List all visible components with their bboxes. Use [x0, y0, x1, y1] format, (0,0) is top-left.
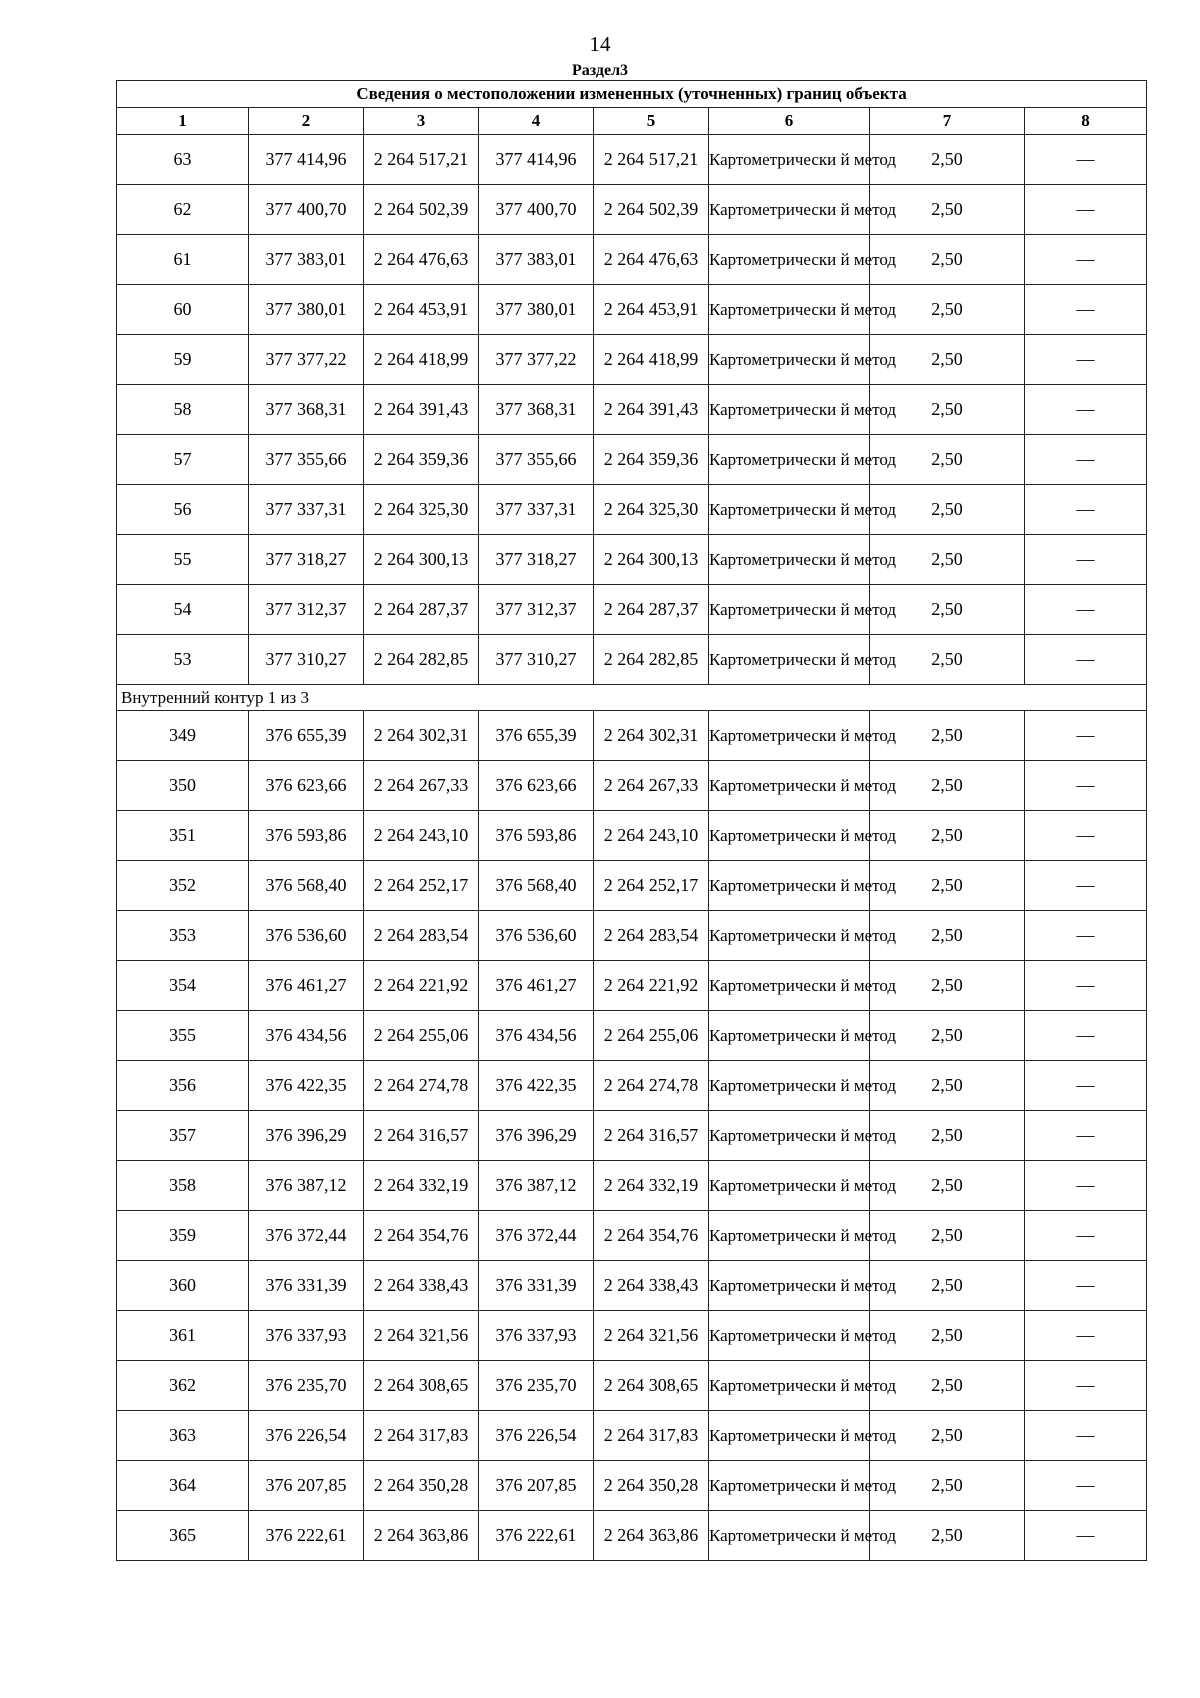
y-new-cell: 2 264 317,83	[594, 1411, 709, 1461]
outer-contour-rows	[117, 135, 1147, 685]
y-new-cell: 2 264 252,17	[594, 861, 709, 911]
method-cell: Картометрически й метод	[709, 135, 870, 185]
x-old-cell: 377 337,31	[249, 485, 364, 535]
x-new-cell: 376 655,39	[479, 711, 594, 761]
table-row	[117, 1511, 1147, 1561]
accuracy-cell: 2,50	[870, 1011, 1025, 1061]
accuracy-cell: 2,50	[870, 1361, 1025, 1411]
y-old-cell: 2 264 255,06	[364, 1011, 479, 1061]
method-cell: Картометрически й метод	[709, 535, 870, 585]
note-cell: —	[1025, 711, 1147, 761]
table-row	[117, 1211, 1147, 1261]
method-cell: Картометрически й метод	[709, 761, 870, 811]
method-cell: Картометрически й метод	[709, 585, 870, 635]
point-number-cell: 355	[117, 1011, 249, 1061]
y-old-cell: 2 264 363,86	[364, 1511, 479, 1561]
note-cell: —	[1025, 1411, 1147, 1461]
note-cell: —	[1025, 1011, 1147, 1061]
accuracy-cell: 2,50	[870, 485, 1025, 535]
method-cell: Картометрически й метод	[709, 285, 870, 335]
note-cell: —	[1025, 285, 1147, 335]
x-old-cell: 376 593,86	[249, 811, 364, 861]
x-old-cell: 376 422,35	[249, 1061, 364, 1111]
y-old-cell: 2 264 282,85	[364, 635, 479, 685]
table-row	[117, 1161, 1147, 1211]
point-number-cell: 362	[117, 1361, 249, 1411]
x-new-cell: 377 400,70	[479, 185, 594, 235]
y-old-cell: 2 264 391,43	[364, 385, 479, 435]
y-old-cell: 2 264 267,33	[364, 761, 479, 811]
table-row	[117, 911, 1147, 961]
method-cell: Картометрически й метод	[709, 911, 870, 961]
accuracy-cell: 2,50	[870, 1061, 1025, 1111]
method-cell: Картометрически й метод	[709, 961, 870, 1011]
note-cell: —	[1025, 235, 1147, 285]
accuracy-cell: 2,50	[870, 185, 1025, 235]
note-cell: —	[1025, 1311, 1147, 1361]
x-old-cell: 377 312,37	[249, 585, 364, 635]
x-new-cell: 377 368,31	[479, 385, 594, 435]
y-old-cell: 2 264 354,76	[364, 1211, 479, 1261]
y-new-cell: 2 264 283,54	[594, 911, 709, 961]
note-cell: —	[1025, 335, 1147, 385]
point-number-cell: 350	[117, 761, 249, 811]
note-cell: —	[1025, 1211, 1147, 1261]
point-number-cell: 349	[117, 711, 249, 761]
table-row	[117, 1361, 1147, 1411]
table-row	[117, 635, 1147, 685]
y-new-cell: 2 264 453,91	[594, 285, 709, 335]
table-row	[117, 711, 1147, 761]
point-number-cell: 59	[117, 335, 249, 385]
y-old-cell: 2 264 274,78	[364, 1061, 479, 1111]
method-cell: Картометрически й метод	[709, 185, 870, 235]
table-row	[117, 235, 1147, 285]
y-old-cell: 2 264 321,56	[364, 1311, 479, 1361]
y-new-cell: 2 264 363,86	[594, 1511, 709, 1561]
y-new-cell: 2 264 325,30	[594, 485, 709, 535]
accuracy-cell: 2,50	[870, 711, 1025, 761]
inner-contour-rows	[117, 711, 1147, 1561]
note-cell: —	[1025, 911, 1147, 961]
method-cell: Картометрически й метод	[709, 1511, 870, 1561]
note-cell: —	[1025, 1461, 1147, 1511]
y-new-cell: 2 264 418,99	[594, 335, 709, 385]
point-number-cell: 358	[117, 1161, 249, 1211]
x-new-cell: 376 235,70	[479, 1361, 594, 1411]
column-number: 3	[364, 108, 479, 135]
y-new-cell: 2 264 267,33	[594, 761, 709, 811]
note-cell: —	[1025, 635, 1147, 685]
note-cell: —	[1025, 485, 1147, 535]
y-old-cell: 2 264 517,21	[364, 135, 479, 185]
accuracy-cell: 2,50	[870, 1311, 1025, 1361]
x-old-cell: 376 226,54	[249, 1411, 364, 1461]
x-new-cell: 377 414,96	[479, 135, 594, 185]
y-old-cell: 2 264 287,37	[364, 585, 479, 635]
method-cell: Картометрически й метод	[709, 485, 870, 535]
y-new-cell: 2 264 332,19	[594, 1161, 709, 1211]
y-new-cell: 2 264 391,43	[594, 385, 709, 435]
y-old-cell: 2 264 308,65	[364, 1361, 479, 1411]
method-cell: Картометрически й метод	[709, 1261, 870, 1311]
y-new-cell: 2 264 302,31	[594, 711, 709, 761]
x-new-cell: 377 355,66	[479, 435, 594, 485]
x-new-cell: 376 568,40	[479, 861, 594, 911]
y-new-cell: 2 264 255,06	[594, 1011, 709, 1061]
y-old-cell: 2 264 302,31	[364, 711, 479, 761]
x-old-cell: 377 318,27	[249, 535, 364, 585]
table-row	[117, 1061, 1147, 1111]
x-old-cell: 376 396,29	[249, 1111, 364, 1161]
accuracy-cell: 2,50	[870, 1411, 1025, 1461]
note-cell: —	[1025, 1111, 1147, 1161]
column-number: 7	[870, 108, 1025, 135]
x-new-cell: 377 377,22	[479, 335, 594, 385]
note-cell: —	[1025, 585, 1147, 635]
point-number-cell: 53	[117, 635, 249, 685]
table-row	[117, 761, 1147, 811]
table-row	[117, 1261, 1147, 1311]
x-old-cell: 376 372,44	[249, 1211, 364, 1261]
y-new-cell: 2 264 321,56	[594, 1311, 709, 1361]
x-new-cell: 376 536,60	[479, 911, 594, 961]
point-number-cell: 364	[117, 1461, 249, 1511]
table-row	[117, 1311, 1147, 1361]
y-old-cell: 2 264 252,17	[364, 861, 479, 911]
point-number-cell: 63	[117, 135, 249, 185]
accuracy-cell: 2,50	[870, 1261, 1025, 1311]
y-new-cell: 2 264 221,92	[594, 961, 709, 1011]
point-number-cell: 360	[117, 1261, 249, 1311]
accuracy-cell: 2,50	[870, 535, 1025, 585]
x-new-cell: 376 434,56	[479, 1011, 594, 1061]
x-new-cell: 377 312,37	[479, 585, 594, 635]
method-cell: Картометрически й метод	[709, 1111, 870, 1161]
x-old-cell: 376 387,12	[249, 1161, 364, 1211]
table-row	[117, 135, 1147, 185]
x-new-cell: 377 380,01	[479, 285, 594, 335]
point-number-cell: 359	[117, 1211, 249, 1261]
contour-label: Внутренний контур 1 из 3	[117, 685, 1147, 711]
accuracy-cell: 2,50	[870, 861, 1025, 911]
accuracy-cell: 2,50	[870, 285, 1025, 335]
method-cell: Картометрически й метод	[709, 861, 870, 911]
x-old-cell: 377 368,31	[249, 385, 364, 435]
x-new-cell: 376 226,54	[479, 1411, 594, 1461]
accuracy-cell: 2,50	[870, 761, 1025, 811]
method-cell: Картометрически й метод	[709, 1011, 870, 1061]
note-cell: —	[1025, 435, 1147, 485]
note-cell: —	[1025, 1361, 1147, 1411]
point-number-cell: 353	[117, 911, 249, 961]
x-new-cell: 377 337,31	[479, 485, 594, 535]
x-old-cell: 376 222,61	[249, 1511, 364, 1561]
x-old-cell: 377 310,27	[249, 635, 364, 685]
x-old-cell: 377 377,22	[249, 335, 364, 385]
x-old-cell: 376 331,39	[249, 1261, 364, 1311]
table-caption-row	[117, 81, 1147, 108]
accuracy-cell: 2,50	[870, 585, 1025, 635]
table-row	[117, 285, 1147, 335]
point-number-cell: 357	[117, 1111, 249, 1161]
table-row	[117, 185, 1147, 235]
accuracy-cell: 2,50	[870, 1511, 1025, 1561]
x-old-cell: 376 434,56	[249, 1011, 364, 1061]
x-new-cell: 377 318,27	[479, 535, 594, 585]
x-old-cell: 376 568,40	[249, 861, 364, 911]
note-cell: —	[1025, 1261, 1147, 1311]
method-cell: Картометрически й метод	[709, 1161, 870, 1211]
x-new-cell: 376 387,12	[479, 1161, 594, 1211]
table-row	[117, 811, 1147, 861]
point-number-cell: 58	[117, 385, 249, 435]
point-number-cell: 354	[117, 961, 249, 1011]
accuracy-cell: 2,50	[870, 1211, 1025, 1261]
x-new-cell: 376 222,61	[479, 1511, 594, 1561]
column-number: 1	[117, 108, 249, 135]
point-number-cell: 352	[117, 861, 249, 911]
y-old-cell: 2 264 418,99	[364, 335, 479, 385]
x-new-cell: 376 422,35	[479, 1061, 594, 1111]
contour-separator-row	[117, 685, 1147, 711]
note-cell: —	[1025, 961, 1147, 1011]
note-cell: —	[1025, 811, 1147, 861]
section-title: Раздел3	[571, 62, 629, 79]
x-old-cell: 376 207,85	[249, 1461, 364, 1511]
note-cell: —	[1025, 385, 1147, 435]
point-number-cell: 365	[117, 1511, 249, 1561]
table-row	[117, 585, 1147, 635]
y-old-cell: 2 264 338,43	[364, 1261, 479, 1311]
point-number-cell: 60	[117, 285, 249, 335]
accuracy-cell: 2,50	[870, 135, 1025, 185]
y-new-cell: 2 264 354,76	[594, 1211, 709, 1261]
y-old-cell: 2 264 243,10	[364, 811, 479, 861]
table-row	[117, 385, 1147, 435]
x-old-cell: 377 400,70	[249, 185, 364, 235]
y-new-cell: 2 264 502,39	[594, 185, 709, 235]
point-number-cell: 361	[117, 1311, 249, 1361]
y-new-cell: 2 264 350,28	[594, 1461, 709, 1511]
boundary-coordinates-table	[116, 80, 1147, 1561]
x-old-cell: 377 380,01	[249, 285, 364, 335]
x-new-cell: 376 337,93	[479, 1311, 594, 1361]
method-cell: Картометрически й метод	[709, 1311, 870, 1361]
note-cell: —	[1025, 1161, 1147, 1211]
accuracy-cell: 2,50	[870, 385, 1025, 435]
x-new-cell: 376 461,27	[479, 961, 594, 1011]
point-number-cell: 56	[117, 485, 249, 535]
x-new-cell: 376 207,85	[479, 1461, 594, 1511]
table-row	[117, 485, 1147, 535]
y-old-cell: 2 264 350,28	[364, 1461, 479, 1511]
page-number: 14	[589, 32, 611, 56]
point-number-cell: 356	[117, 1061, 249, 1111]
table-row	[117, 1111, 1147, 1161]
note-cell: —	[1025, 1511, 1147, 1561]
y-new-cell: 2 264 308,65	[594, 1361, 709, 1411]
y-new-cell: 2 264 316,57	[594, 1111, 709, 1161]
column-number: 4	[479, 108, 594, 135]
point-number-cell: 62	[117, 185, 249, 235]
x-new-cell: 376 372,44	[479, 1211, 594, 1261]
point-number-cell: 55	[117, 535, 249, 585]
accuracy-cell: 2,50	[870, 1111, 1025, 1161]
y-new-cell: 2 264 274,78	[594, 1061, 709, 1111]
table-row	[117, 961, 1147, 1011]
x-old-cell: 377 383,01	[249, 235, 364, 285]
note-cell: —	[1025, 761, 1147, 811]
table-row	[117, 435, 1147, 485]
y-new-cell: 2 264 476,63	[594, 235, 709, 285]
table-row	[117, 1411, 1147, 1461]
x-new-cell: 376 593,86	[479, 811, 594, 861]
column-number: 5	[594, 108, 709, 135]
y-new-cell: 2 264 282,85	[594, 635, 709, 685]
x-new-cell: 377 383,01	[479, 235, 594, 285]
method-cell: Картометрически й метод	[709, 711, 870, 761]
note-cell: —	[1025, 861, 1147, 911]
note-cell: —	[1025, 185, 1147, 235]
accuracy-cell: 2,50	[870, 435, 1025, 485]
y-old-cell: 2 264 453,91	[364, 285, 479, 335]
y-old-cell: 2 264 502,39	[364, 185, 479, 235]
point-number-cell: 61	[117, 235, 249, 285]
table-row	[117, 1011, 1147, 1061]
y-old-cell: 2 264 359,36	[364, 435, 479, 485]
accuracy-cell: 2,50	[870, 635, 1025, 685]
accuracy-cell: 2,50	[870, 1461, 1025, 1511]
accuracy-cell: 2,50	[870, 1161, 1025, 1211]
x-old-cell: 376 235,70	[249, 1361, 364, 1411]
x-old-cell: 376 623,66	[249, 761, 364, 811]
table-row	[117, 861, 1147, 911]
table-row	[117, 535, 1147, 585]
x-old-cell: 377 355,66	[249, 435, 364, 485]
x-old-cell: 376 337,93	[249, 1311, 364, 1361]
point-number-cell: 54	[117, 585, 249, 635]
y-old-cell: 2 264 283,54	[364, 911, 479, 961]
y-new-cell: 2 264 338,43	[594, 1261, 709, 1311]
y-new-cell: 2 264 517,21	[594, 135, 709, 185]
y-old-cell: 2 264 476,63	[364, 235, 479, 285]
y-new-cell: 2 264 243,10	[594, 811, 709, 861]
table-row	[117, 335, 1147, 385]
y-old-cell: 2 264 332,19	[364, 1161, 479, 1211]
column-number: 6	[709, 108, 870, 135]
y-old-cell: 2 264 300,13	[364, 535, 479, 585]
method-cell: Картометрически й метод	[709, 1211, 870, 1261]
y-new-cell: 2 264 359,36	[594, 435, 709, 485]
x-new-cell: 376 396,29	[479, 1111, 594, 1161]
x-old-cell: 377 414,96	[249, 135, 364, 185]
y-old-cell: 2 264 317,83	[364, 1411, 479, 1461]
point-number-cell: 351	[117, 811, 249, 861]
method-cell: Картометрически й метод	[709, 811, 870, 861]
method-cell: Картометрически й метод	[709, 435, 870, 485]
method-cell: Картометрически й метод	[709, 1361, 870, 1411]
table-row	[117, 1461, 1147, 1511]
note-cell: —	[1025, 535, 1147, 585]
table-caption: Сведения о местоположении измененных (уточненных) границ объекта	[117, 81, 1147, 108]
method-cell: Картометрически й метод	[709, 235, 870, 285]
x-new-cell: 376 331,39	[479, 1261, 594, 1311]
x-old-cell: 376 536,60	[249, 911, 364, 961]
accuracy-cell: 2,50	[870, 235, 1025, 285]
method-cell: Картометрически й метод	[709, 1411, 870, 1461]
y-new-cell: 2 264 300,13	[594, 535, 709, 585]
y-old-cell: 2 264 221,92	[364, 961, 479, 1011]
y-old-cell: 2 264 325,30	[364, 485, 479, 535]
note-cell: —	[1025, 135, 1147, 185]
accuracy-cell: 2,50	[870, 961, 1025, 1011]
y-new-cell: 2 264 287,37	[594, 585, 709, 635]
x-old-cell: 376 655,39	[249, 711, 364, 761]
accuracy-cell: 2,50	[870, 911, 1025, 961]
x-new-cell: 377 310,27	[479, 635, 594, 685]
x-old-cell: 376 461,27	[249, 961, 364, 1011]
method-cell: Картометрически й метод	[709, 635, 870, 685]
point-number-cell: 363	[117, 1411, 249, 1461]
note-cell: —	[1025, 1061, 1147, 1111]
method-cell: Картометрически й метод	[709, 335, 870, 385]
x-new-cell: 376 623,66	[479, 761, 594, 811]
method-cell: Картометрически й метод	[709, 1061, 870, 1111]
accuracy-cell: 2,50	[870, 811, 1025, 861]
column-number-row	[117, 108, 1147, 135]
method-cell: Картометрически й метод	[709, 385, 870, 435]
point-number-cell: 57	[117, 435, 249, 485]
method-cell: Картометрически й метод	[709, 1461, 870, 1511]
accuracy-cell: 2,50	[870, 335, 1025, 385]
column-number: 8	[1025, 108, 1147, 135]
column-number: 2	[249, 108, 364, 135]
y-old-cell: 2 264 316,57	[364, 1111, 479, 1161]
